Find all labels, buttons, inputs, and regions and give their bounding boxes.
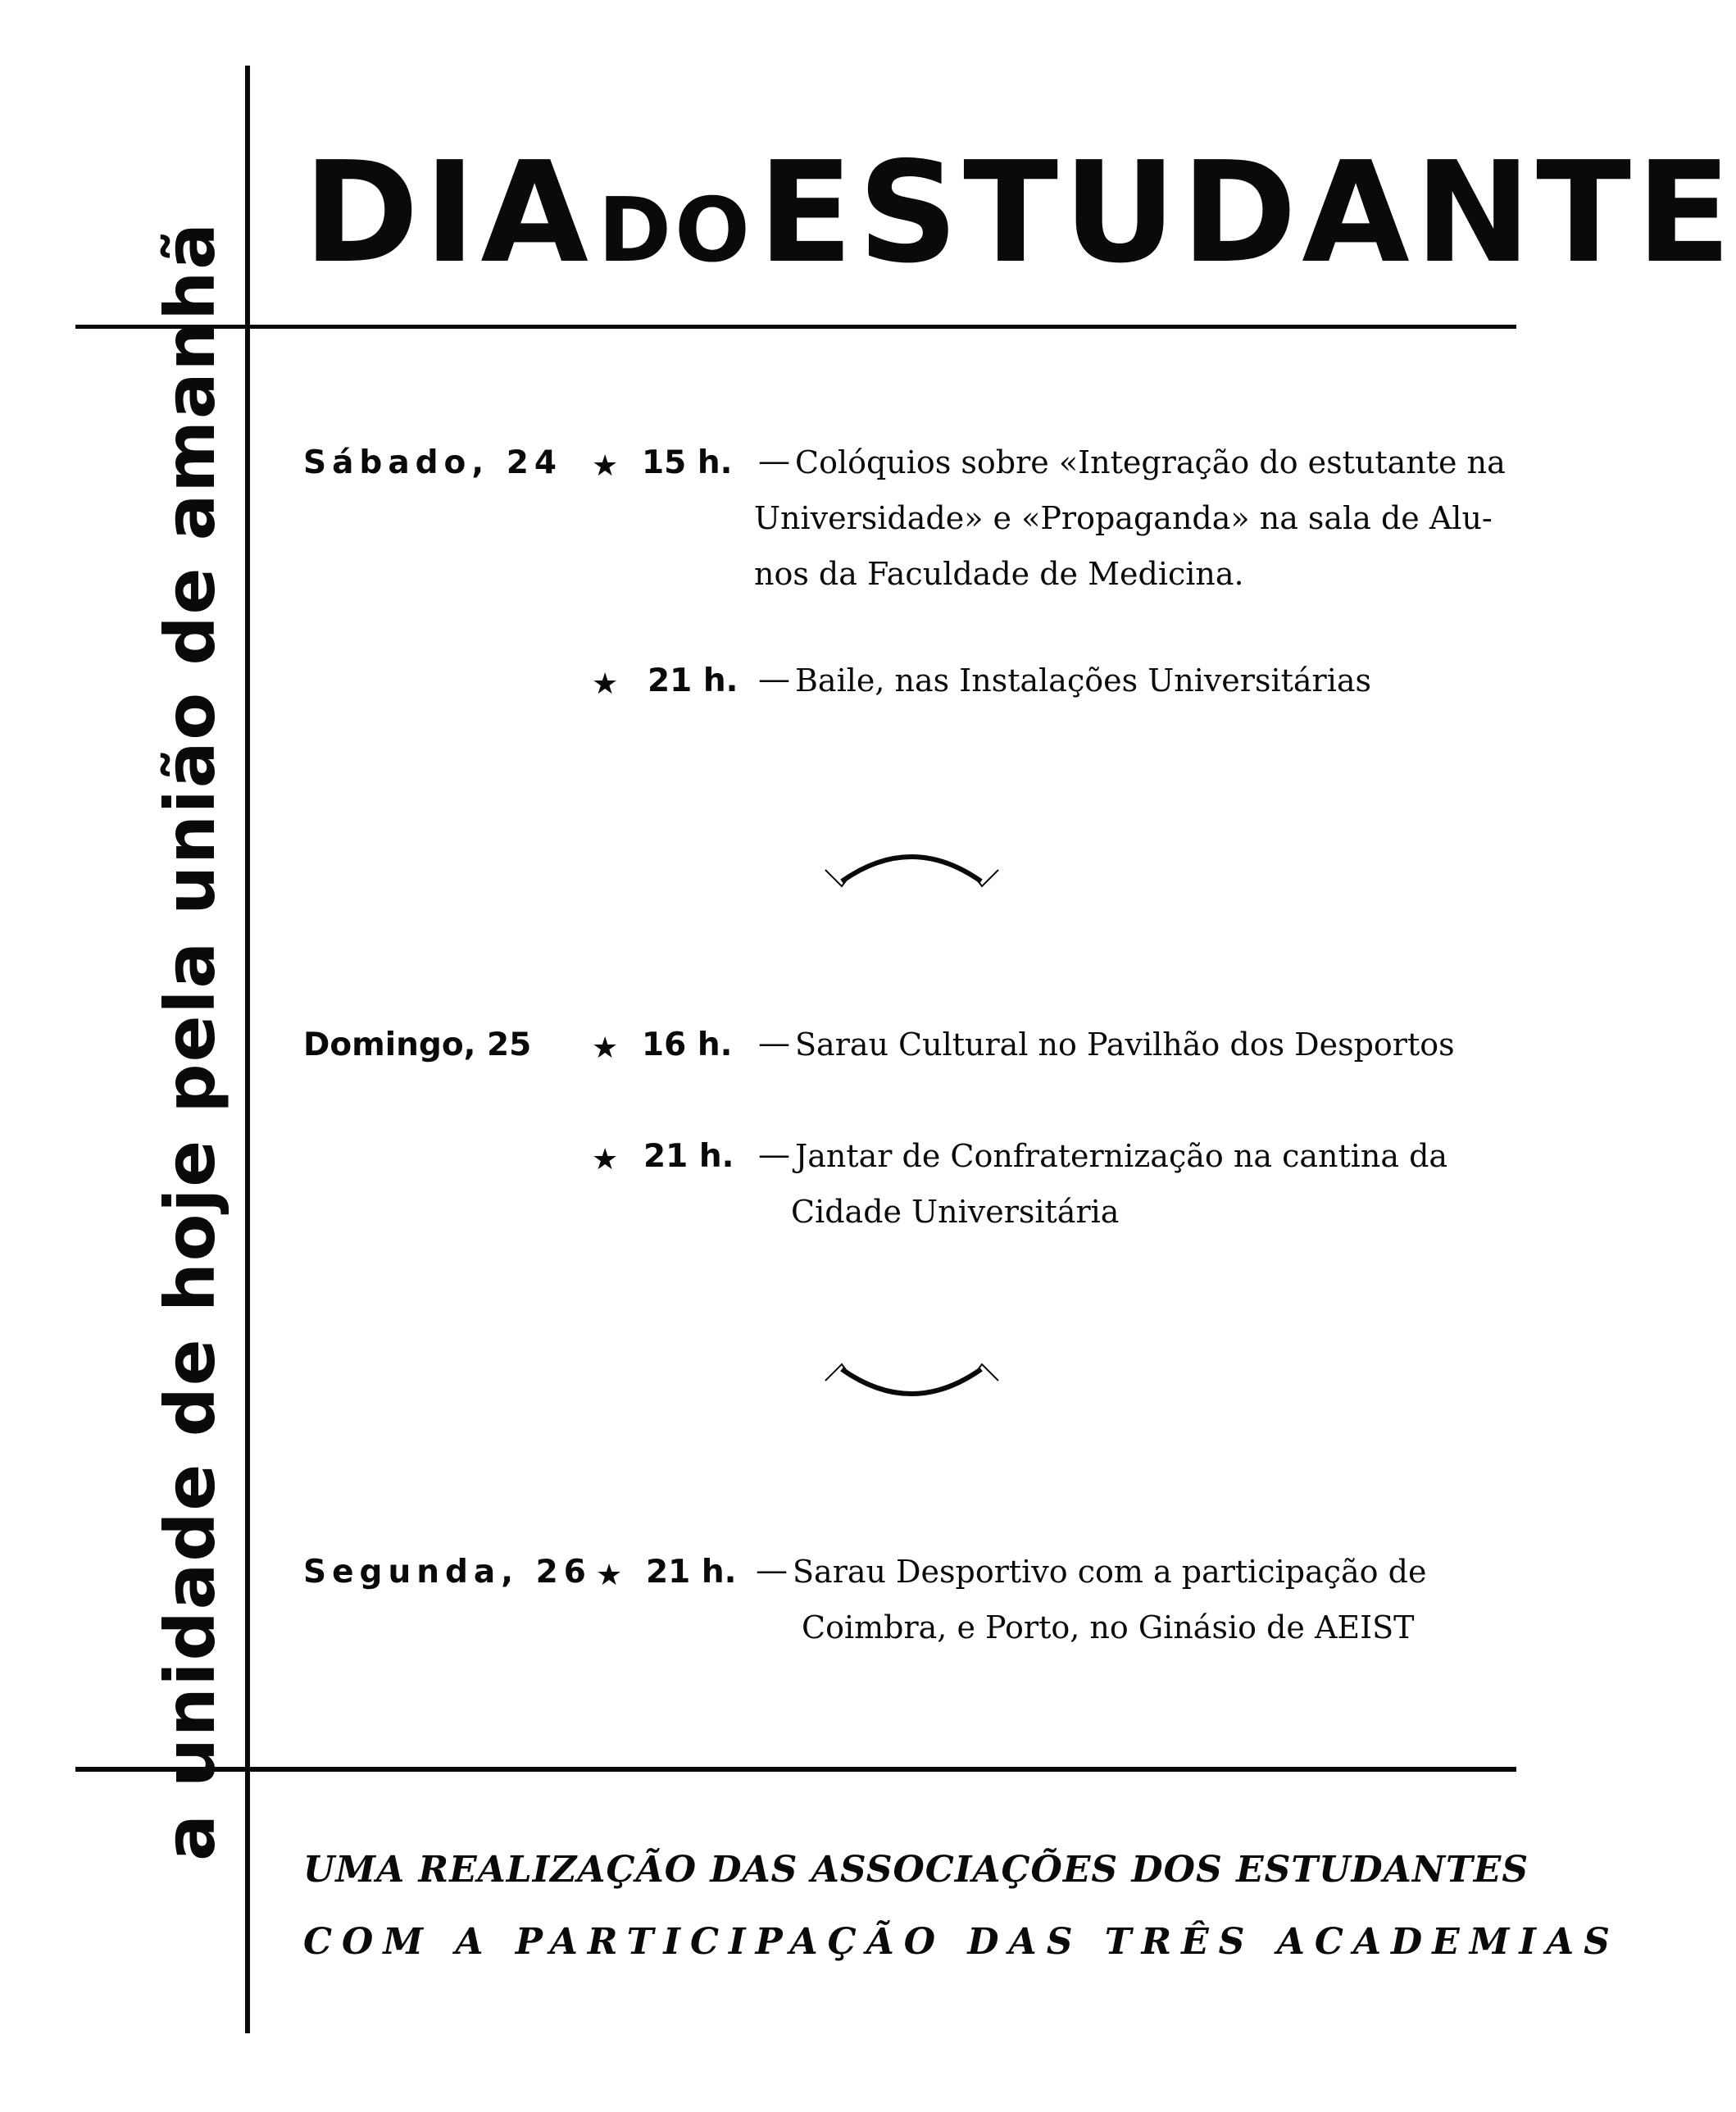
dash-separator: —	[758, 443, 790, 480]
dash-separator: —	[758, 661, 790, 698]
star-icon: ★	[592, 667, 619, 701]
event-description-line: Baile, nas Instalações Universitárias	[795, 662, 1372, 699]
footer-line-2: COM A PARTICIPAÇÃO DAS TRÊS ACADEMIAS	[303, 1921, 1620, 1963]
horizontal-rule-bottom	[75, 1767, 1516, 1772]
footer-line-1: UMA REALIZAÇÃO DAS ASSOCIAÇÕES DOS ESTUDANTES	[303, 1849, 1529, 1891]
dash-separator: —	[758, 1136, 790, 1173]
event-description-line: Sarau Desportivo com a participação de	[793, 1554, 1427, 1590]
title-word-do: DO	[598, 180, 753, 282]
star-icon: ★	[592, 1143, 619, 1177]
horizontal-rule-top	[75, 325, 1516, 329]
star-icon: ★	[592, 1031, 619, 1065]
poster-title	[303, 132, 1736, 294]
event-time: 21 h.	[648, 662, 738, 699]
slogan-text: a unidade de hoje pela união de amanhã	[150, 221, 230, 1861]
event-description-line: Universidade» e «Propaganda» na sala de Alu-	[754, 500, 1493, 536]
event-time: 15 h.	[642, 444, 733, 481]
arch-ornament	[824, 840, 1000, 890]
event-description-line: Colóquios sobre «Integração do estutante na	[795, 444, 1506, 480]
event-description-line: Cidade Universitária	[791, 1194, 1120, 1230]
day-label-monday: Segunda, 26	[303, 1554, 592, 1591]
event-description-line: Sarau Cultural no Pavilhão dos Desportos	[795, 1026, 1455, 1063]
vertical-rule-middle	[245, 328, 250, 1771]
slogan-column	[141, 221, 239, 1861]
event-description-line: Jantar de Confraternização na cantina da	[795, 1138, 1448, 1174]
vertical-rule-bottom	[245, 1771, 250, 2033]
title-word-dia: DIA	[303, 132, 593, 294]
vertical-rule-top	[245, 66, 250, 328]
title-word-estudante: ESTUDANTE	[757, 132, 1736, 294]
day-label-sunday: Domingo, 25	[303, 1026, 532, 1063]
event-time: 21 h.	[643, 1138, 734, 1175]
star-icon: ★	[592, 449, 619, 483]
day-label-saturday: Sábado, 24	[303, 444, 563, 481]
dash-separator: —	[756, 1552, 788, 1589]
star-icon: ★	[596, 1559, 623, 1592]
bowl-ornament	[824, 1361, 1000, 1410]
event-description-line: nos da Faculdade de Medicina.	[754, 556, 1244, 592]
event-time: 21 h.	[646, 1554, 737, 1591]
event-description-line: Coimbra, e Porto, no Ginásio de AEIST	[802, 1609, 1415, 1645]
dash-separator: —	[758, 1025, 790, 1062]
event-time: 16 h.	[642, 1026, 733, 1063]
